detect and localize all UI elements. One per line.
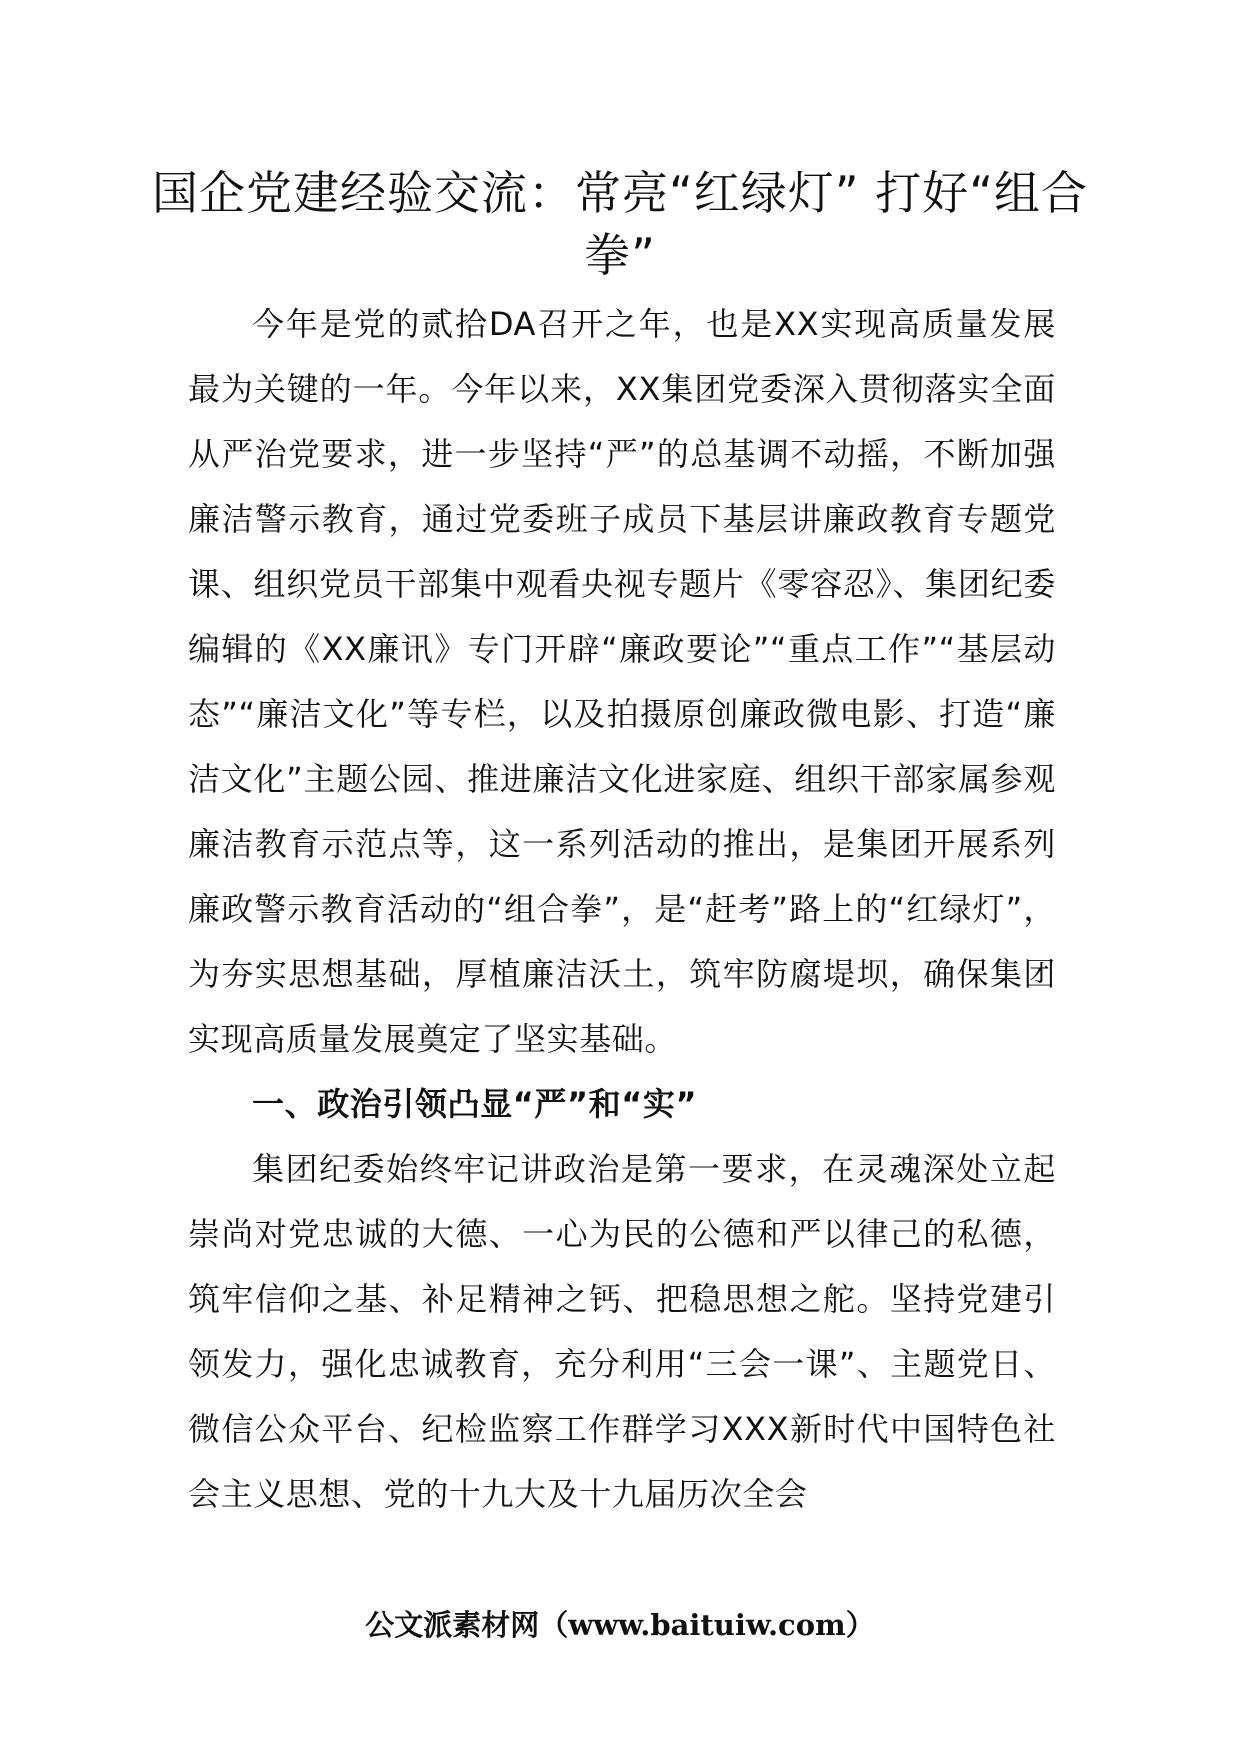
document-title: 国企党建经验交流：常亮“红绿灯” 打好“组合拳”	[151, 166, 1089, 282]
paragraph-section-1: 集团纪委始终牢记讲政治是第一要求，在灵魂深处立起崇尚对党忠诚的大德、一心为民的公德和严以律己的私德，筑牢信仰之基、补足精神之钙、把稳思想之舵。坚持党建引领发力，强化忠诚教育，充分利用“三会一课”、主题党日、微信公众平台、纪检监察工作群学习XXX新时代中国特色社会主义思想、党的十九大及十九届历次全会	[188, 1150, 1056, 1513]
paragraph-intro: 今年是党的贰拾DA召开之年，也是XX实现高质量发展最为关键的一年。今年以来，XX集团党委深入贯彻落实全面从严治党要求，进一步坚持“严”的总基调不动摇，不断加强廉洁警示教育，通过党委班子成员下基层讲廉政教育专题党课、组织党员干部集中观看央视专题片《零容忍》、集团纪委编辑的《XX廉讯》专门开辟“廉政要论”“重点工作”“基层动态”“廉洁文化”等专栏，以及拍摄原创廉政微电影、打造“廉洁文化”主题公园、推进廉洁文化进家庭、组织干部家属参观廉洁教育示范点等，这一系列活动的推出，是集团开展系列廉政警示教育活动的“组合拳”，是“赶考”路上的“红绿灯”，为夯实思想基础，厚植廉洁沃土，筑牢防腐堤坝，确保集团实现高质量发展奠定了坚实基础。	[188, 305, 1056, 1058]
footer-watermark: 公文派素材网（www.baituiw.com）	[365, 1608, 875, 1642]
document-body	[188, 292, 1056, 1527]
section-heading-1: 一、政治引领凸显“严”和“实”	[252, 1085, 698, 1123]
